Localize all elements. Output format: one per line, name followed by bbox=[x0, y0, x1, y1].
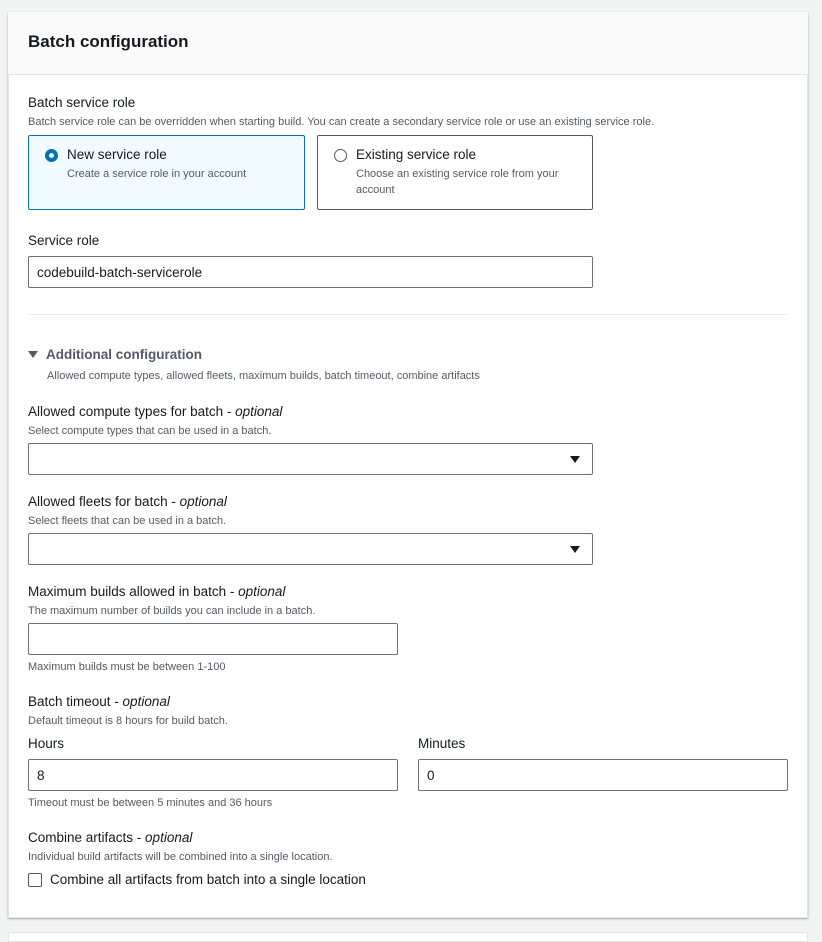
max-builds-description: The maximum number of builds you can include in a batch. bbox=[28, 605, 316, 617]
new-service-role-description: Create a service role in your account bbox=[67, 168, 247, 180]
panel-title: Batch configuration bbox=[28, 32, 189, 51]
minutes-input[interactable]: 0 bbox=[418, 759, 788, 791]
caret-down-icon bbox=[570, 546, 580, 553]
combine-artifacts-label bbox=[28, 830, 192, 845]
hours-input[interactable]: 8 bbox=[28, 759, 398, 791]
divider bbox=[28, 314, 788, 315]
max-builds-label-text: Maximum builds allowed in batch - bbox=[28, 584, 239, 599]
fleets-description: Select fleets that can be used in a batch. bbox=[28, 515, 227, 527]
batch-timeout-label bbox=[28, 694, 170, 709]
max-builds-constraint: Maximum builds must be between 1-100 bbox=[28, 661, 226, 673]
combine-artifacts-checkbox-row[interactable] bbox=[28, 872, 366, 887]
fleets-label bbox=[28, 494, 227, 509]
optional-tag: optional bbox=[238, 584, 286, 599]
combine-artifacts-checkbox-label[interactable]: Combine all artifacts from batch into a single location bbox=[50, 872, 366, 887]
compute-types-select[interactable] bbox=[28, 443, 593, 475]
caret-down-icon bbox=[570, 456, 580, 463]
existing-service-role-radio[interactable] bbox=[334, 149, 347, 162]
additional-configuration-label: Additional configuration bbox=[46, 347, 202, 362]
existing-service-role-description: Choose an existing service role from your account bbox=[356, 168, 559, 196]
batch-timeout-description: Default timeout is 8 hours for build batch. bbox=[28, 715, 228, 727]
batch-service-role-label: Batch service role bbox=[28, 95, 136, 110]
optional-tag: optional bbox=[179, 494, 227, 509]
optional-tag: optional bbox=[122, 694, 170, 709]
caret-down-icon bbox=[28, 351, 38, 358]
optional-tag: optional bbox=[145, 830, 193, 845]
hours-label: Hours bbox=[28, 736, 65, 751]
additional-configuration-description: Allowed compute types, allowed fleets, maximum builds, batch timeout, combine artifacts bbox=[47, 370, 480, 382]
max-builds-label bbox=[28, 584, 285, 599]
batch-timeout-label-text: Batch timeout - bbox=[28, 694, 123, 709]
batch-service-role-description: Batch service role can be overridden when starting build. You can create a secondary service role or use an existing service role. bbox=[28, 116, 655, 128]
existing-service-role-title: Existing service role bbox=[356, 147, 477, 162]
service-role-label: Service role bbox=[28, 233, 100, 248]
panel-header bbox=[8, 12, 808, 75]
compute-types-description: Select compute types that can be used in a batch. bbox=[28, 425, 272, 437]
compute-types-label bbox=[28, 404, 282, 419]
combine-artifacts-description: Individual build artifacts will be combined into a single location. bbox=[28, 851, 333, 863]
timeout-constraint: Timeout must be between 5 minutes and 36 hours bbox=[28, 797, 273, 809]
max-builds-input[interactable] bbox=[28, 623, 398, 655]
optional-tag: optional bbox=[235, 404, 283, 419]
additional-configuration-toggle[interactable] bbox=[28, 347, 202, 362]
new-service-role-title: New service role bbox=[67, 147, 167, 162]
service-role-input[interactable]: codebuild-batch-servicerole bbox=[28, 256, 593, 288]
next-panel-edge bbox=[8, 932, 808, 942]
existing-service-role-option[interactable] bbox=[317, 135, 593, 210]
new-service-role-option[interactable] bbox=[28, 135, 305, 210]
combine-artifacts-label-text: Combine artifacts - bbox=[28, 830, 146, 845]
compute-types-label-text: Allowed compute types for batch - bbox=[28, 404, 236, 419]
fleets-select[interactable] bbox=[28, 533, 593, 565]
fleets-label-text: Allowed fleets for batch - bbox=[28, 494, 180, 509]
minutes-label: Minutes bbox=[418, 736, 466, 751]
new-service-role-radio[interactable] bbox=[45, 149, 58, 162]
combine-artifacts-checkbox[interactable] bbox=[28, 873, 42, 887]
